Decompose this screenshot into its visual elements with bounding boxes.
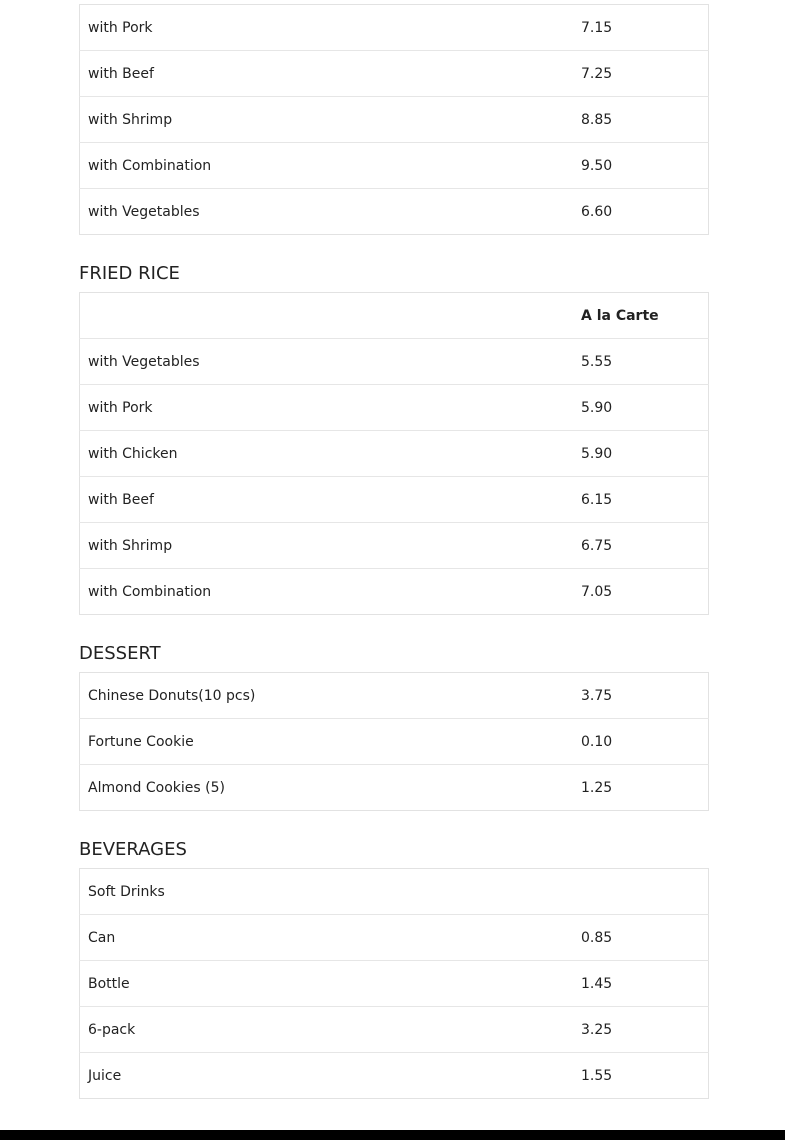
table-row: [80, 431, 709, 477]
item-name: with Pork: [88, 19, 153, 36]
table-header-row: [80, 293, 709, 339]
item-price: 1.25: [573, 765, 709, 811]
item-name: 6-pack: [80, 1007, 574, 1053]
footer-bar: [0, 1130, 785, 1140]
dessert-table: [79, 672, 709, 811]
item-name: with Vegetables: [80, 339, 574, 385]
item-name: Fortune Cookie: [80, 719, 574, 765]
item-name: with Beef: [80, 51, 574, 97]
item-name: Bottle: [80, 961, 574, 1007]
table-row: [80, 961, 709, 1007]
item-price: 5.90: [573, 431, 709, 477]
menu-content: [79, 0, 707, 1099]
table-row: [80, 97, 709, 143]
item-price: 7.05: [573, 569, 709, 615]
table-row: [80, 5, 709, 51]
item-name: with Pork: [80, 385, 574, 431]
item-name: with Vegetables: [80, 189, 574, 235]
table-row: [80, 385, 709, 431]
table-row: [80, 915, 709, 961]
item-price: 1.55: [573, 1053, 709, 1099]
item-price: 5.90: [573, 385, 709, 431]
item-price: 5.55: [573, 339, 709, 385]
item-price: 8.85: [573, 97, 709, 143]
table-row: [80, 1007, 709, 1053]
noodle-continued-table: [79, 4, 709, 235]
item-price: 1.45: [573, 961, 709, 1007]
section-title-dessert: DESSERT: [79, 643, 161, 664]
item-name: with Shrimp: [80, 523, 574, 569]
subheader-name: Soft Drinks: [88, 883, 165, 900]
subheader-price: [573, 869, 709, 915]
table-row: [80, 719, 709, 765]
item-price: 0.10: [573, 719, 709, 765]
item-name: Chinese Donuts(10 pcs): [88, 687, 256, 704]
table-row: [80, 673, 709, 719]
table-row: [80, 523, 709, 569]
item-price: 6.60: [573, 189, 709, 235]
item-price: 7.15: [581, 19, 613, 36]
item-name: Can: [80, 915, 574, 961]
header-name: [80, 293, 574, 339]
table-row: [80, 189, 709, 235]
table-row: [80, 143, 709, 189]
item-price: 3.75: [581, 687, 613, 704]
item-name: Juice: [80, 1053, 574, 1099]
item-name: with Combination: [80, 569, 574, 615]
item-name: with Beef: [80, 477, 574, 523]
item-name: with Shrimp: [80, 97, 574, 143]
item-price: 7.25: [573, 51, 709, 97]
item-name: with Chicken: [80, 431, 574, 477]
table-row: [80, 765, 709, 811]
table-row: [80, 51, 709, 97]
item-name: with Combination: [80, 143, 574, 189]
item-price: 0.85: [573, 915, 709, 961]
item-price: 3.25: [573, 1007, 709, 1053]
table-row: [80, 339, 709, 385]
item-price: 6.75: [573, 523, 709, 569]
section-title-fried-rice: FRIED RICE: [79, 263, 180, 284]
table-subheader-row: [80, 869, 709, 915]
header-price: A la Carte: [581, 307, 659, 324]
beverages-table: [79, 868, 709, 1099]
fried-rice-table: [79, 292, 709, 615]
item-price: 9.50: [573, 143, 709, 189]
table-row: [80, 1053, 709, 1099]
table-row: [80, 569, 709, 615]
item-name: Almond Cookies (5): [80, 765, 574, 811]
section-title-beverages: BEVERAGES: [79, 839, 187, 860]
item-price: 6.15: [573, 477, 709, 523]
table-row: [80, 477, 709, 523]
